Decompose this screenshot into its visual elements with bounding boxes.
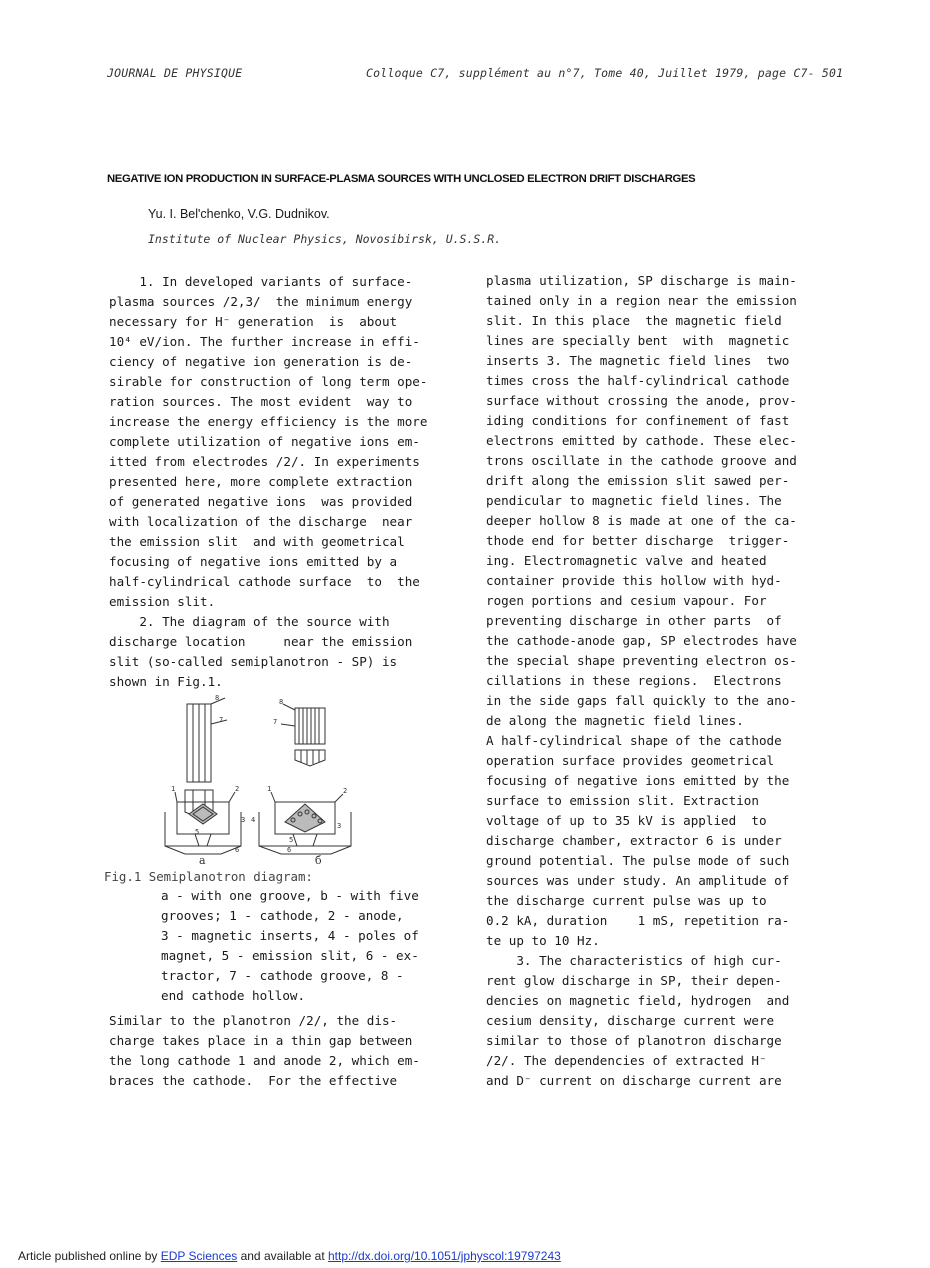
- text-line: increase the energy efficiency is the more: [109, 414, 428, 429]
- text-line: magnet, 5 - emission slit, 6 - ex-: [161, 948, 419, 963]
- text-line: A half-cylindrical shape of the cathode: [486, 733, 782, 748]
- text-line: end cathode hollow.: [161, 988, 306, 1003]
- fig-number-label: 6: [287, 846, 292, 854]
- text-line: of generated negative ions was provided: [109, 494, 413, 509]
- text-line: sources was under study. An amplitude of: [486, 873, 790, 888]
- text-line: grooves; 1 - cathode, 2 - anode,: [161, 908, 404, 923]
- text-line: de along the magnetic field lines.: [486, 713, 744, 728]
- text-line: ing. Electromagnetic valve and heated: [486, 553, 767, 568]
- text-line: 3 - magnetic inserts, 4 - poles of: [161, 928, 419, 943]
- citation-header: Colloque C7, supplément au n°7, Tome 40, Juillet 1979, page C7- 501: [366, 66, 844, 80]
- text-line: in the side gaps fall quickly to the ano-: [486, 693, 797, 708]
- fig-number-label: 5: [289, 836, 294, 844]
- figure-caption-title: Fig.1 Semiplanotron diagram:: [104, 869, 313, 884]
- text-line: charge takes place in a thin gap between: [109, 1033, 413, 1048]
- fig-number-label: 1: [171, 785, 176, 793]
- affiliation: Institute of Nuclear Physics, Novosibirsk, U.S.S.R.: [148, 232, 502, 246]
- text-line: shown in Fig.1.: [109, 674, 223, 689]
- text-line: sirable for construction of long term ope-: [109, 374, 428, 389]
- text-line: dencies on magnetic field, hydrogen and: [486, 993, 790, 1008]
- fig-label-b: б: [315, 854, 322, 866]
- text-line: cillations in these regions. Electrons: [486, 673, 782, 688]
- text-line: slit. In this place the magnetic field: [486, 313, 782, 328]
- text-line: cesium density, discharge current were: [486, 1013, 775, 1028]
- text-line: ground potential. The pulse mode of such: [486, 853, 790, 868]
- text-line: surface to emission slit. Extraction: [486, 793, 759, 808]
- fig-number-label: 7: [219, 716, 224, 724]
- text-line: the discharge current pulse was up to: [486, 893, 767, 908]
- text-line: the emission slit and with geometrical: [109, 534, 405, 549]
- doi-link[interactable]: http://dx.doi.org/10.1051/jphyscol:19797243: [327, 1249, 561, 1263]
- fig-number-label: 8: [279, 698, 284, 706]
- fig-number-label: 2: [235, 785, 240, 793]
- figure-caption-body: [161, 886, 419, 1006]
- text-line: 10⁴ eV/ion. The further increase in effi-: [109, 334, 420, 349]
- publisher-link[interactable]: EDP Sciences: [160, 1249, 238, 1263]
- paper-title: NEGATIVE ION PRODUCTION IN SURFACE-PLASMA SOURCES WITH UNCLOSED ELECTRON DRIFT DISCHARGES: [107, 173, 696, 185]
- text-line: electrons emitted by cathode. These elec-: [486, 433, 797, 448]
- text-line: plasma sources /2,3/ the minimum energy: [109, 294, 413, 309]
- text-line: braces the cathode. For the effective: [109, 1073, 398, 1088]
- text-line: discharge chamber, extractor 6 is under: [486, 833, 782, 848]
- text-line: 0.2 kA, duration 1 mS, repetition ra-: [486, 913, 790, 928]
- text-line: complete utilization of negative ions em-: [109, 434, 420, 449]
- text-line: tained only in a region near the emission: [486, 293, 797, 308]
- text-line: 3. The characteristics of high cur-: [486, 953, 782, 968]
- text-line: rent glow discharge in SP, their depen-: [486, 973, 782, 988]
- text-line: ration sources. The most evident way to: [109, 394, 413, 409]
- fig-number-label: 8: [215, 694, 220, 702]
- text-line: presented here, more complete extraction: [109, 474, 413, 489]
- fig-number-label: 4: [251, 816, 256, 824]
- text-line: surface without crossing the anode, prov-: [486, 393, 797, 408]
- cross-section-a: [165, 792, 241, 854]
- text-line: focusing of negative ions emitted by a: [109, 554, 398, 569]
- text-line: times cross the half-cylindrical cathode: [486, 373, 790, 388]
- text-line: container provide this hollow with hyd-: [486, 573, 782, 588]
- text-line: lines are specially bent with magnetic: [486, 333, 790, 348]
- text-line: te up to 10 Hz.: [486, 933, 600, 948]
- text-line: operation surface provides geometrical: [486, 753, 775, 768]
- fig-number-label: 3: [241, 816, 246, 824]
- text-line: focusing of negative ions emitted by the: [486, 773, 790, 788]
- figure-semiplanotron-diagram: [155, 694, 355, 866]
- fig-label-a: a: [199, 854, 206, 866]
- text-line: with localization of the discharge near: [109, 514, 413, 529]
- left-column-bottom-text: [109, 1011, 420, 1091]
- text-line: half-cylindrical cathode surface to the: [109, 574, 420, 589]
- fig-number-label: 2: [343, 787, 348, 795]
- fig-number-label: 1: [267, 785, 272, 793]
- text-line: trons oscillate in the cathode groove and: [486, 453, 797, 468]
- right-column-text: [486, 271, 797, 1091]
- fig-number-label: 5: [195, 828, 200, 836]
- text-line: emission slit.: [109, 594, 216, 609]
- journal-name: JOURNAL DE PHYSIQUE: [107, 66, 243, 80]
- cathode-end-view-b: [281, 704, 325, 766]
- text-line: ciency of negative ion generation is de-: [109, 354, 413, 369]
- footer-prefix: Article published online by: [18, 1249, 161, 1263]
- text-line: slit (so-called semiplanotron - SP) is: [109, 654, 398, 669]
- text-line: itted from electrodes /2/. In experiments: [109, 454, 420, 469]
- text-line: 2. The diagram of the source with: [109, 614, 390, 629]
- text-line: thode end for better discharge trigger-: [486, 533, 790, 548]
- text-line: drift along the emission slit sawed per-: [486, 473, 790, 488]
- text-line: a - with one groove, b - with five: [161, 888, 419, 903]
- left-column-text: [109, 272, 427, 692]
- footer: [18, 1249, 561, 1263]
- text-line: iding conditions for confinement of fast: [486, 413, 790, 428]
- text-line: inserts 3. The magnetic field lines two: [486, 353, 790, 368]
- text-line: 1. In developed variants of surface-: [109, 274, 413, 289]
- text-line: Similar to the planotron /2/, the dis-: [109, 1013, 398, 1028]
- text-line: discharge location near the emission: [109, 634, 413, 649]
- fig-number-label: 7: [273, 718, 278, 726]
- text-line: the special shape preventing electron os-: [486, 653, 797, 668]
- text-line: preventing discharge in other parts of: [486, 613, 782, 628]
- text-line: rogen portions and cesium vapour. For: [486, 593, 767, 608]
- text-line: similar to those of planotron discharge: [486, 1033, 782, 1048]
- fig-number-label: 6: [235, 846, 240, 854]
- text-line: tractor, 7 - cathode groove, 8 -: [161, 968, 404, 983]
- footer-middle: and available at: [237, 1249, 328, 1263]
- text-line: /2/. The dependencies of extracted H⁻: [486, 1053, 767, 1068]
- authors: Yu. I. Bel'chenko, V.G. Dudnikov.: [148, 207, 330, 221]
- text-line: the cathode-anode gap, SP electrodes have: [486, 633, 797, 648]
- text-line: pendicular to magnetic field lines. The: [486, 493, 782, 508]
- text-line: deeper hollow 8 is made at one of the ca-: [486, 513, 797, 528]
- text-line: voltage of up to 35 kV is applied to: [486, 813, 767, 828]
- text-line: and D⁻ current on discharge current are: [486, 1073, 782, 1088]
- fig-number-label: 3: [337, 822, 342, 830]
- text-line: plasma utilization, SP discharge is main-: [486, 273, 797, 288]
- text-line: the long cathode 1 and anode 2, which em-: [109, 1053, 420, 1068]
- text-line: necessary for H⁻ generation is about: [109, 314, 398, 329]
